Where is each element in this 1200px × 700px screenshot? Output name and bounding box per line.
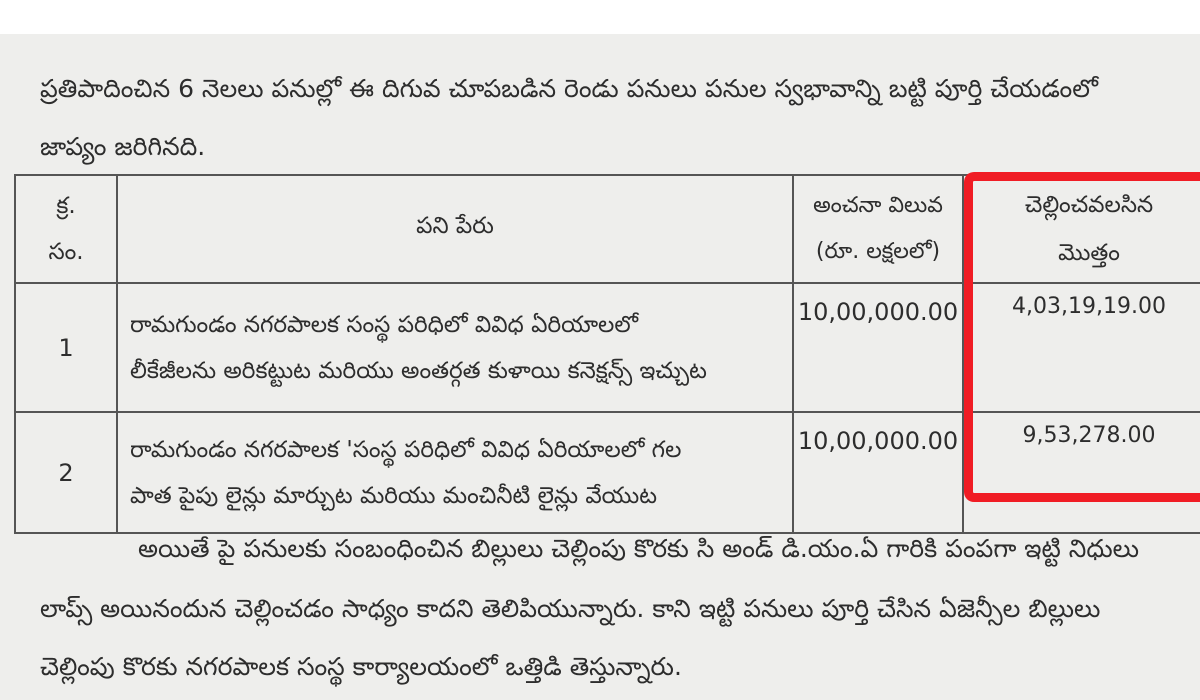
row-estimate: 10,00,000.00: [793, 412, 963, 533]
intro-text-line-1: ప్రతిపాదించిన 6 నెలలు పనుల్లో ఈ దిగువ చూపబడిన రెండు పనులు పనుల స్వభావాన్ని బట్టి పూర్తి చేయడంలో: [40, 74, 1098, 103]
paragraph-line-1: అయితే పై పనులకు సంబంధించిన బిల్లులు చెల్లింపు కొరకు సి అండ్ డి.యం.ఏ గారికి పంపగా ఇట్టి నిధులు: [138, 534, 1140, 563]
row-description-line-1: రామగుండం నగరపాలక సంస్థ పరిధిలో వివిధ ఏరియాలలో: [130, 311, 639, 338]
row-estimate: 10,00,000.00: [793, 283, 963, 412]
paragraph-line-3: చెల్లింపు కొరకు నగరపాలక సంస్థ కార్యాలయంలో ఒత్తిడి తెస్తున్నారు.: [40, 652, 682, 681]
header-serial: [15, 175, 117, 283]
header-estimate: [793, 175, 963, 283]
row-payable: 4,03,19,19.00: [963, 283, 1200, 412]
row-serial: 1: [15, 283, 117, 412]
table-row: [15, 412, 1200, 533]
row-description-line-2: లీకేజీలను అరికట్టుట మరియు అంతర్గత కుళాయి కనెక్షన్స్ ఇచ్చుట: [130, 357, 707, 384]
row-description-line-1: రామగుండం నగరపాలక 'సంస్థ పరిధిలో వివిధ ఏరియాలలో గల: [130, 436, 682, 463]
paragraph-line-2: లాప్స్ అయినందున చెల్లించడం సాధ్యం కాదని తెలిపియున్నారు. కాని ఇట్టి పనులు పూర్తి చేసిన ఏజెన్సీల బిల్లులు: [40, 594, 1101, 623]
row-description: [117, 412, 793, 533]
row-serial: 2: [15, 412, 117, 533]
works-table: [14, 174, 1200, 534]
header-payable: [963, 175, 1200, 283]
table-row: [15, 283, 1200, 412]
header-payable-line-1: చెల్లించవలసిన: [1024, 192, 1154, 218]
header-estimate-line-2: (రూ. లక్షలలో): [815, 239, 941, 264]
header-payable-line-2: మొత్తం: [1058, 240, 1120, 266]
header-estimate-line-1: అంచనా విలువ: [813, 193, 943, 218]
intro-text-line-2: జాప్యం జరిగినది.: [40, 132, 206, 161]
header-serial-line-1: క్ర.: [56, 193, 76, 219]
row-description-line-2: పాత పైపు లైన్లు మార్చుట మరియు మంచినీటి లైన్లు వేయుట: [130, 482, 657, 509]
row-description: [117, 283, 793, 412]
row-payable: 9,53,278.00: [963, 412, 1200, 533]
document-page: [0, 34, 1200, 700]
header-serial-line-2: సం.: [48, 239, 84, 265]
table-header-row: [15, 175, 1200, 283]
header-work-name: పని పేరు: [117, 175, 793, 283]
